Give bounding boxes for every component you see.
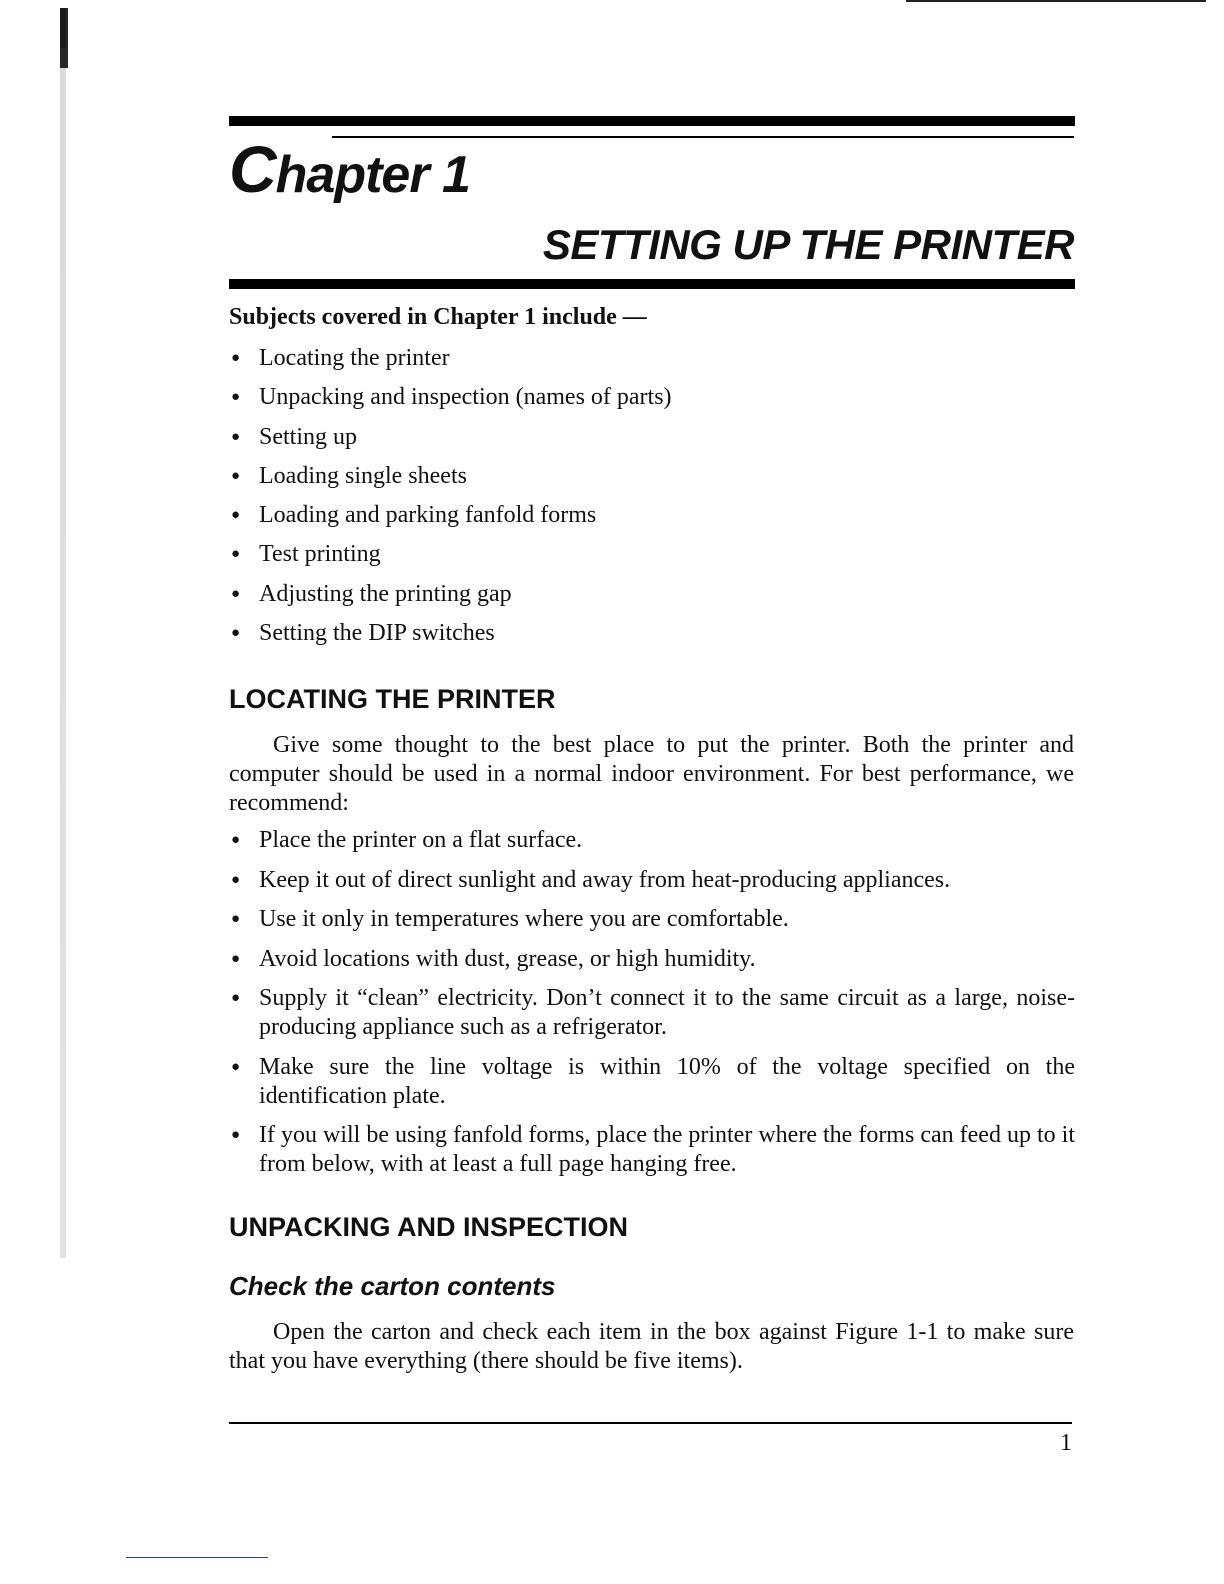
list-item: ● Setting up <box>229 423 1075 452</box>
list-item: ● Avoid locations with dust, grease, or high humidity. <box>229 945 1075 974</box>
chapter-subtitle: SETTING UP THE PRINTER <box>542 221 1074 268</box>
chapter-title <box>229 132 470 206</box>
subsection-heading-carton: Check the carton contents <box>229 1271 556 1301</box>
scan-edge <box>60 8 66 1258</box>
recommendations-list <box>229 826 1075 1190</box>
list-item: ● Locating the printer <box>229 344 1075 373</box>
list-item: ● Keep it out of direct sunlight and away from heat-producing appliances. <box>229 866 1075 895</box>
page-number: 1 <box>1060 1430 1072 1456</box>
header-rule-bottom <box>229 279 1075 289</box>
list-item: ● If you will be using fanfold forms, place the printer where the forms can feed up to it from below, with at least a full page hanging free. <box>229 1121 1075 1179</box>
scan-top-rule <box>906 0 1206 2</box>
list-item: ● Adjusting the printing gap <box>229 580 1075 609</box>
list-item: ● Loading and parking fanfold forms <box>229 501 1075 530</box>
footer-rule <box>229 1422 1072 1424</box>
chapter-title-initial: C <box>229 132 276 206</box>
list-item: ● Unpacking and inspection (names of parts) <box>229 383 1075 412</box>
section-heading-unpacking: UNPACKING AND INSPECTION <box>229 1212 629 1242</box>
scan-edge-mark <box>60 8 68 68</box>
list-item: ● Place the printer on a flat surface. <box>229 826 1075 855</box>
subjects-intro: Subjects covered in Chapter 1 include — <box>229 304 647 330</box>
subjects-list <box>229 344 1075 658</box>
chapter-title-rest: hapter 1 <box>275 146 470 204</box>
list-item: ● Loading single sheets <box>229 462 1075 491</box>
unpacking-paragraph: Open the carton and check each item in the box against Figure 1-1 to make sure that you have everything (there should be five items). <box>229 1319 1074 1374</box>
section-heading-locating: LOCATING THE PRINTER <box>229 684 556 714</box>
locating-paragraph: Give some thought to the best place to put the printer. Both the printer and computer should be used in a normal indoor environment. For best performance, we recommend: <box>229 732 1074 816</box>
list-item: ● Use it only in temperatures where you are comfortable. <box>229 905 1075 934</box>
scan-bottom-mark <box>126 1557 268 1558</box>
header-rule-top <box>229 116 1075 126</box>
list-item: ● Test printing <box>229 540 1075 569</box>
list-item: ● Make sure the line voltage is within 10% of the voltage specified on the identification plate. <box>229 1053 1075 1111</box>
list-item: ● Setting the DIP switches <box>229 619 1075 648</box>
list-item: ● Supply it “clean” electricity. Don’t connect it to the same circuit as a large, noise-producing appliance such as a refrigerator. <box>229 984 1075 1042</box>
